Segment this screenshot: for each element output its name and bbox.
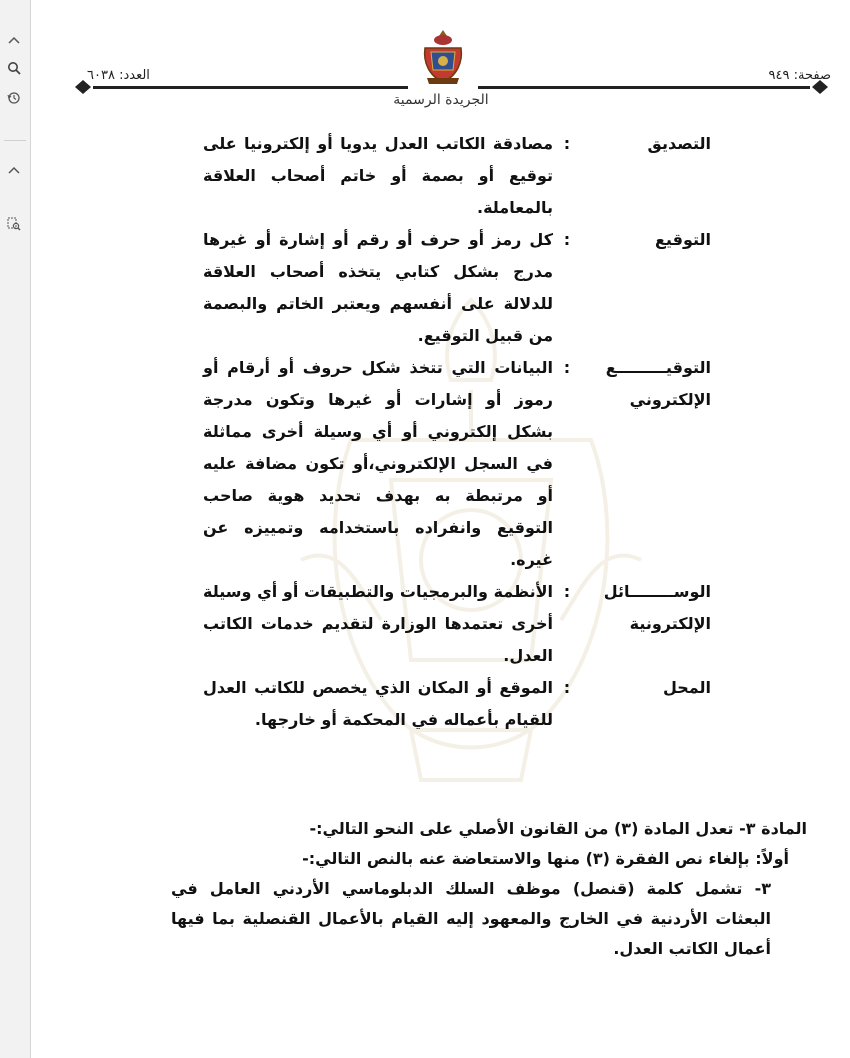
article-heading: المادة ٣- تعدل المادة (٣) من القانون الأصلي على النحو التالي:- <box>309 819 807 838</box>
search-button[interactable] <box>2 58 26 78</box>
definition-term: المحل <box>662 678 711 697</box>
chevron-up-icon <box>8 36 20 44</box>
issue-number: العدد: ٦٠٣٨ <box>87 68 150 83</box>
chevron-up-icon <box>8 166 20 174</box>
term-colon: : <box>563 134 571 153</box>
page-number: صفحة: ٩٤٩ <box>768 68 831 83</box>
definition-term: التصديق <box>647 134 711 153</box>
history-icon <box>7 91 21 105</box>
header-rule-right <box>478 86 810 89</box>
definition-row <box>131 128 711 224</box>
gazette-title: الجريدة الرسمية <box>393 92 489 108</box>
definition-term: الوســــــــائل الإلكترونية <box>603 582 711 633</box>
history-button[interactable] <box>2 88 26 108</box>
definition-term: التوقيـــــــــع الإلكتروني <box>605 358 711 409</box>
search-icon <box>7 61 21 75</box>
document-page <box>31 0 850 1058</box>
term-colon: : <box>563 678 571 697</box>
definition-text: الأنظمة والبرمجيات والتطبيقات أو أي وسيلة أخرى تعتمدها الوزارة لتقديم خدمات الكاتب العدل. <box>203 582 553 665</box>
definitions-list <box>131 128 711 736</box>
collapse-button[interactable] <box>2 160 26 180</box>
definition-row <box>131 672 711 736</box>
definition-row <box>131 576 711 672</box>
definition-row <box>131 224 711 352</box>
definition-text: البيانات التي تتخذ شكل حروف أو أرقام أو رموز أو إشارات أو غيرها وتكون مدرجة بشكل إلكتروني أو أي وسيلة أخرى مماثلة في السجل الإلكتروني،أو تكون مضافة عليه أو مرتبطة به بهدف تحديد هوية صاحب التوقيع وانفراده باستخدامه وتمييزه عن غيره. <box>203 358 553 569</box>
term-colon: : <box>563 582 571 601</box>
article-clause: أولاً: بإلغاء نص الفقرة (٣) منها والاستعاضة عنه بالنص التالي:- <box>302 849 789 868</box>
definition-text: كل رمز أو حرف أو رقم أو إشارة أو غيرها مدرج بشكل كتابي يتخذه أصحاب العلاقة للدلالة على أنفسهم ويعتبر الخاتم والبصمة من قبيل التوقيع. <box>203 230 553 345</box>
page-search-icon <box>7 217 21 231</box>
find-in-page-button[interactable] <box>2 214 26 234</box>
scroll-up-button[interactable] <box>2 30 26 50</box>
definition-term: التوقيع <box>655 230 711 249</box>
definition-text: مصادقة الكاتب العدل يدويا أو إلكترونيا على توقيع أو بصمة أو خاتم أصحاب العلاقة بالمعاملة. <box>203 134 553 217</box>
term-colon: : <box>563 230 571 249</box>
coat-of-arms-emblem <box>419 28 467 86</box>
definition-text: الموقع أو المكان الذي يخصص للكاتب العدل للقيام بأعماله في المحكمة أو خارجها. <box>203 678 553 729</box>
definition-row <box>131 352 711 576</box>
viewer-sidebar <box>0 0 31 1058</box>
header-rule-left <box>93 86 408 89</box>
term-colon: : <box>563 358 571 377</box>
article-section <box>127 814 807 964</box>
article-item: ٣- تشمل كلمة (قنصل) موظف السلك الدبلوماسي الأردني العامل في البعثات الأردنية في الخارج والمعهود إليه القيام بالأعمال القنصلية بما فيها أعمال الكاتب العدل. <box>171 879 771 958</box>
